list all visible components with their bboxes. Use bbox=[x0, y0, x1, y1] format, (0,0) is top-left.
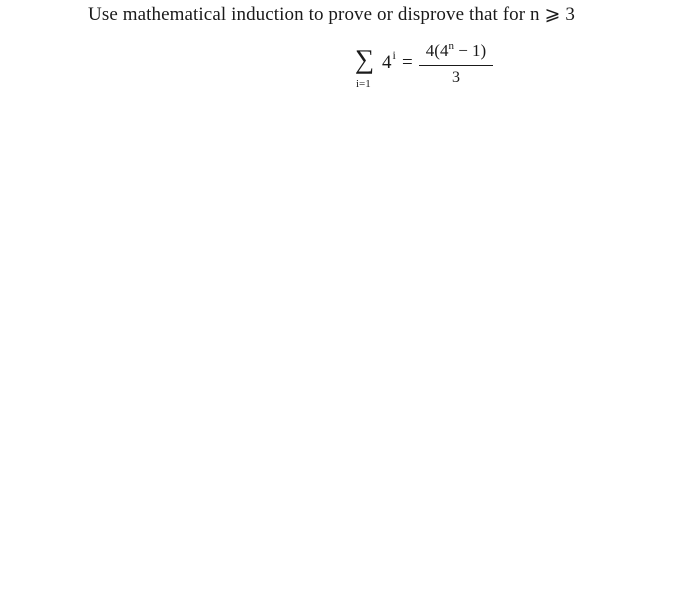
summation-symbol: ∑ bbox=[355, 44, 375, 74]
equals-sign: = bbox=[402, 52, 413, 73]
numerator-end: − 1) bbox=[453, 41, 487, 60]
term-exponent: i bbox=[392, 48, 396, 62]
summation-lower-limit: i=1 bbox=[356, 78, 371, 90]
numerator-exponent: n bbox=[448, 40, 454, 52]
term-base: 4 bbox=[382, 52, 392, 73]
summation-equation bbox=[355, 40, 505, 96]
problem-statement: Use mathematical induction to prove or disprove that for n ⩾ 3 bbox=[88, 4, 575, 25]
fraction-numerator bbox=[419, 40, 493, 64]
fraction bbox=[419, 40, 493, 88]
fraction-denominator: 3 bbox=[452, 69, 460, 86]
summation-term bbox=[382, 48, 396, 75]
numerator-start: 4(4 bbox=[425, 41, 449, 60]
fraction-bar bbox=[419, 65, 493, 66]
